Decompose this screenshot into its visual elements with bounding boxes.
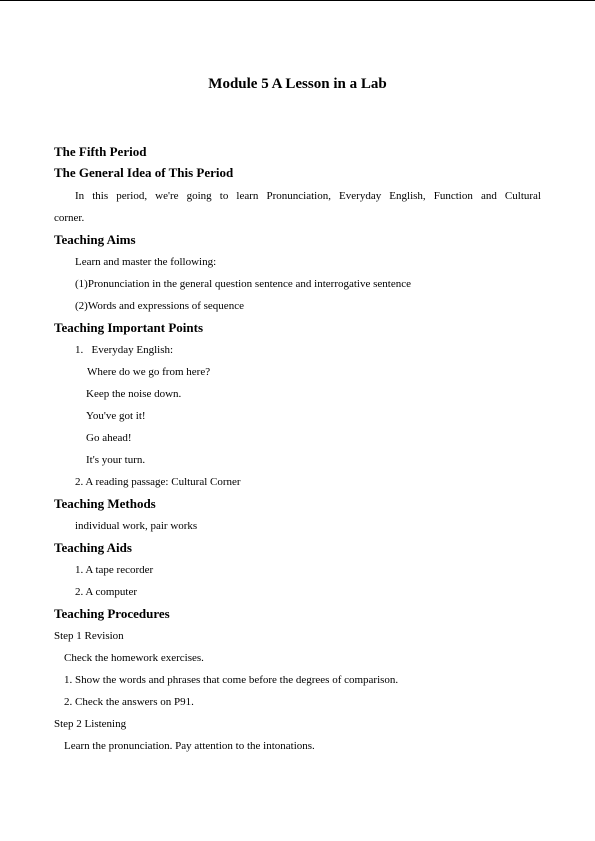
general-idea-line-1: In this period, we're going to learn Pronunciation, Everyday English, Function and Cultural xyxy=(75,190,541,202)
document-title: Module 5 A Lesson in a Lab xyxy=(208,76,387,92)
everyday-phrase-5: It's your turn. xyxy=(86,454,146,466)
step-1-line-2: 1. Show the words and phrases that come before the degrees of comparison. xyxy=(64,674,399,686)
teaching-methods-heading: Teaching Methods xyxy=(54,496,156,511)
everyday-phrase-2: Keep the noise down. xyxy=(86,388,182,400)
period-heading: The Fifth Period xyxy=(54,144,147,159)
everyday-phrase-1: Where do we go from here? xyxy=(87,366,211,378)
everyday-phrase-3: You've got it! xyxy=(86,410,146,422)
step-1-title: Step 1 Revision xyxy=(54,630,124,642)
top-border-line xyxy=(0,0,595,1)
teaching-aims-intro: Learn and master the following: xyxy=(75,256,217,268)
important-points-heading: Teaching Important Points xyxy=(54,320,204,335)
teaching-procedures-heading: Teaching Procedures xyxy=(54,606,170,621)
step-1-line-1: Check the homework exercises. xyxy=(64,652,204,664)
everyday-phrase-4: Go ahead! xyxy=(86,432,132,444)
general-idea-heading: The General Idea of This Period xyxy=(54,165,234,180)
important-points-item-1: 1. Everyday English: xyxy=(75,344,174,356)
teaching-aims-heading: Teaching Aims xyxy=(54,232,136,247)
teaching-aids-heading: Teaching Aids xyxy=(54,540,132,555)
general-idea-line-2: corner. xyxy=(54,212,85,224)
teaching-aims-item-2: (2)Words and expressions of sequence xyxy=(75,300,244,312)
important-points-item-2: 2. A reading passage: Cultural Corner xyxy=(75,476,241,488)
teaching-methods-text: individual work, pair works xyxy=(75,520,198,532)
teaching-aids-item-1: 1. A tape recorder xyxy=(75,564,154,576)
teaching-aims-item-1: (1)Pronunciation in the general question sentence and interrogative sentence xyxy=(75,278,411,290)
step-2-line-1: Learn the pronunciation. Pay attention to the intonations. xyxy=(64,740,315,752)
step-2-title: Step 2 Listening xyxy=(54,718,127,730)
step-1-line-3: 2. Check the answers on P91. xyxy=(64,696,194,708)
teaching-aids-item-2: 2. A computer xyxy=(75,586,138,598)
